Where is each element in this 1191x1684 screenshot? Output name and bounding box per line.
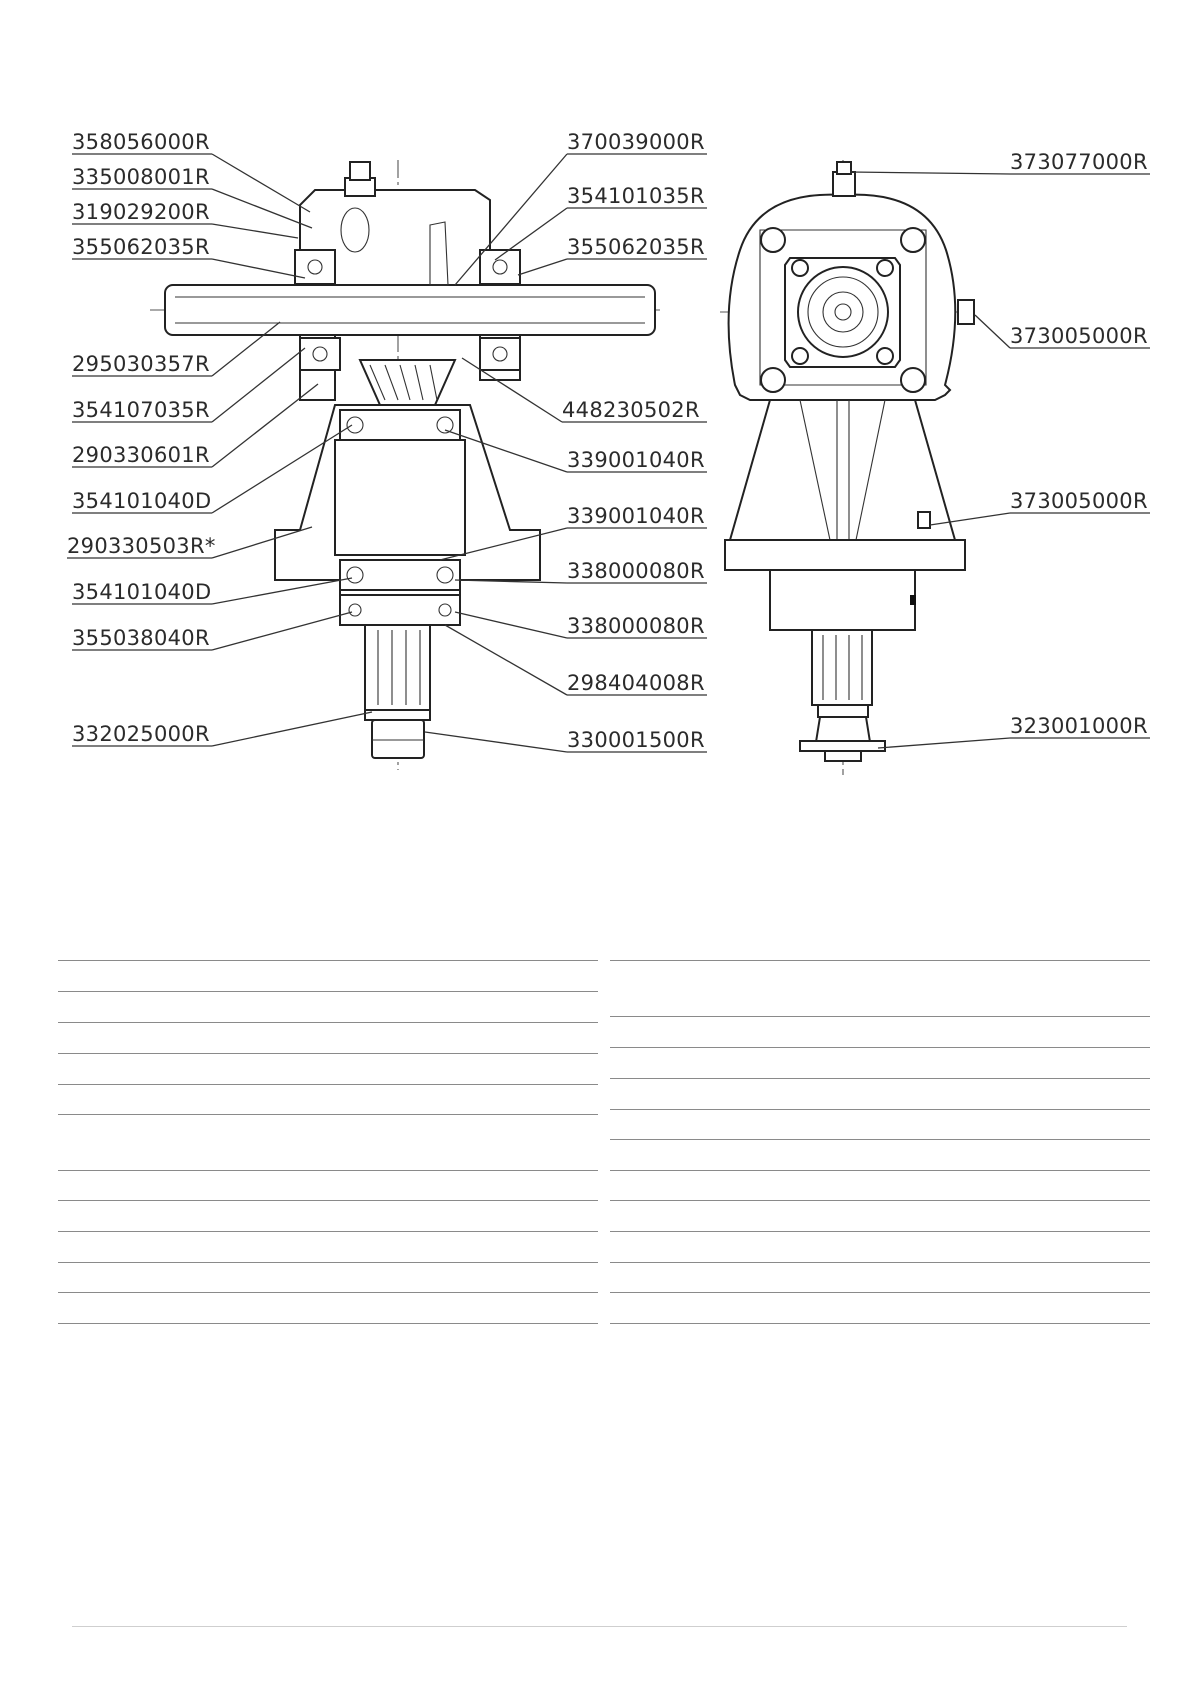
table-row-rule	[58, 960, 598, 961]
callout-label: 355062035R	[567, 235, 705, 259]
callout-label: 290330503R*	[67, 534, 216, 558]
table-row-rule	[58, 1170, 598, 1171]
callout-label: 354101035R	[567, 184, 705, 208]
table-row-rule	[58, 991, 598, 992]
gearbox-exploded-diagram	[0, 0, 1191, 800]
table-row-rule	[610, 1170, 1150, 1171]
table-row-rule	[58, 1292, 598, 1293]
callout-label: 358056000R	[72, 130, 210, 154]
callout-label: 354101040D	[72, 489, 212, 513]
callout-label: 332025000R	[72, 722, 210, 746]
table-row-rule	[610, 1231, 1150, 1232]
table-row-rule	[610, 1078, 1150, 1079]
table-row-rule	[610, 1200, 1150, 1201]
callout-label: 355062035R	[72, 235, 210, 259]
callout-label: 338000080R	[567, 559, 705, 583]
footer-divider	[72, 1626, 1127, 1627]
callout-label: 338000080R	[567, 614, 705, 638]
table-row-rule	[610, 1262, 1150, 1263]
table-row-rule	[610, 1016, 1150, 1017]
table-row-rule	[58, 1084, 598, 1085]
table-row-rule	[610, 1292, 1150, 1293]
table-row-rule	[58, 1323, 598, 1324]
table-row-rule	[58, 1231, 598, 1232]
callout-label: 354101040D	[72, 580, 212, 604]
callout-label: 373005000R	[1010, 324, 1148, 348]
table-row-rule	[610, 960, 1150, 961]
callout-label: 339001040R	[567, 504, 705, 528]
callout-label: 335008001R	[72, 165, 210, 189]
table-row-rule	[610, 1323, 1150, 1324]
callout-label: 370039000R	[567, 130, 705, 154]
table-row-rule	[58, 1200, 598, 1201]
table-row-rule	[58, 1262, 598, 1263]
table-row-rule	[58, 1114, 598, 1115]
table-row-rule	[610, 1109, 1150, 1110]
callout-label: 355038040R	[72, 626, 210, 650]
callout-label: 298404008R	[567, 671, 705, 695]
callout-label: 319029200R	[72, 200, 210, 224]
parts-table-right-column	[610, 960, 1150, 1324]
callout-label: 295030357R	[72, 352, 210, 376]
callout-label: 354107035R	[72, 398, 210, 422]
table-row-rule	[58, 1022, 598, 1023]
side-view	[720, 160, 975, 775]
callout-label: 373005000R	[1010, 489, 1148, 513]
callout-label: 339001040R	[567, 448, 705, 472]
callout-label: 373077000R	[1010, 150, 1148, 174]
table-row-rule	[610, 1047, 1150, 1048]
parts-table-left-column	[58, 960, 598, 1324]
callout-label: 290330601R	[72, 443, 210, 467]
table-row-rule	[58, 1053, 598, 1054]
callout-label: 323001000R	[1010, 714, 1148, 738]
callout-label: 448230502R	[562, 398, 700, 422]
table-row-rule	[610, 1139, 1150, 1140]
callout-label: 330001500R	[567, 728, 705, 752]
